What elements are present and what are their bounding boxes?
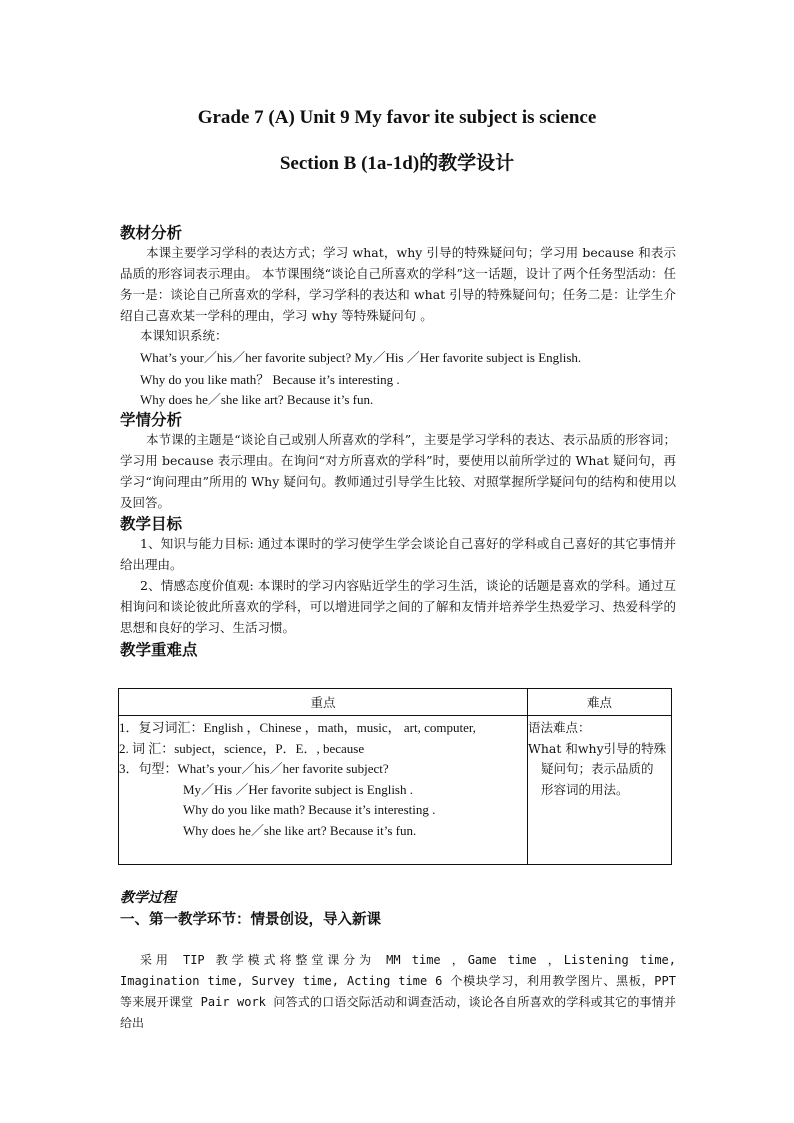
table-cell-difficult-points: [528, 716, 672, 865]
goal-paragraph-knowledge: 1、知识与能力目标: 通过本课时的学习使学生学会谈论自己喜好的学科或自己喜好的其它事情并给出理由。: [120, 536, 676, 572]
key-line: 1．复习词汇：English ，Chinese ，math，music， art, computer,: [119, 720, 476, 735]
stage-one-heading: 一、第一教学环节：情景创设，导入新课: [120, 912, 381, 928]
key-line: Why do you like math? Because it’s interesting .: [183, 802, 436, 817]
heading-key-difficult-points: 教学重难点: [120, 641, 198, 659]
heading-teaching-process: 教学过程: [120, 890, 176, 906]
difficult-line: 语法难点：: [528, 720, 591, 735]
heading-learner-analysis: 学情分析: [120, 411, 183, 429]
key-line: Why does he／she like art? Because it’s fun.: [183, 822, 417, 838]
knowledge-system-label: 本课知识系统：: [140, 328, 228, 343]
knowledge-line-3: Why does he／she like art? Because it’s fun.: [140, 392, 374, 407]
knowledge-line-1: What’s your／his／her favorite subject? My／His ／Her favorite subject is English.: [140, 350, 582, 365]
stage-one-paragraph: 采用 TIP 教学模式将整堂课分为 MM time ，Game time ，Listening time, Imagination time, Survey time, Acting time 6 个模块学习，利用教学图片、黑板，PPT 等来展开课堂 Pair work 问答式的口语交际活动和调查活动，谈论各自所喜欢的学科或其它的事情并给出: [120, 953, 676, 1030]
key-difficult-table: [118, 688, 672, 865]
table-cell-key-points: [119, 716, 528, 865]
goal-paragraph-attitude: 2、情感态度价值观: 本课时的学习内容贴近学生的学习生活，谈论的话题是喜欢的学科。通过互相询问和谈论彼此所喜欢的学科，可以增进同学之间的了解和友情并培养学生热爱学习、热爱科学的思想和良好的学习、生活习惯。: [120, 578, 676, 635]
heading-material-analysis: 教材分析: [120, 224, 183, 242]
difficult-line: 形容词的用法。: [541, 781, 629, 797]
learner-analysis-paragraph: 本节课的主题是“谈论自己或别人所喜欢的学科”，主要是学习学科的表达、表示品质的形容词；学习用 because 表示理由。在询问“对方所喜欢的学科”时，要使用以前所学过的 What 疑问句，再学习“询问理由”所用的 Why 疑问句。教师通过引导学生比较、对照掌握所学疑问句的结构和使用以及回答。: [120, 432, 676, 510]
difficult-line: What 和why引导的特殊: [528, 740, 667, 756]
table-header-key: 重点: [119, 689, 528, 716]
key-line: 2. 词 汇：subject，science，P．E．, because: [119, 740, 365, 756]
table-header-difficult: 难点: [528, 689, 672, 716]
material-analysis-paragraph: 本课主要学习学科的表达方式；学习 what，why 引导的特殊疑问句；学习用 because 和表示品质的形容词表示理由。 本节课围绕“谈论自己所喜欢的学科”这一话题，设计了两个任务型活动：任务一是：谈论自己所喜欢的学科，学习学科的表达和 what 引导的特殊疑问句；任务二是：让学生介绍自己喜欢某一学科的理由，学习 why 等特殊疑问句 。: [120, 245, 676, 323]
difficult-line: 疑问句；表示品质的: [541, 761, 654, 776]
key-line: 3．句型：What’s your／his／her favorite subject?: [119, 761, 389, 776]
key-line: My／His ／Her favorite subject is English .: [183, 781, 413, 797]
document-subtitle: Section B (1a-1d)的教学设计: [279, 153, 515, 174]
heading-teaching-goals: 教学目标: [120, 515, 183, 533]
document-title: Grade 7 (A) Unit 9 My favor ite subject is science: [197, 107, 597, 128]
knowledge-line-2: Why do you like math？ Because it’s interesting .: [140, 372, 400, 387]
